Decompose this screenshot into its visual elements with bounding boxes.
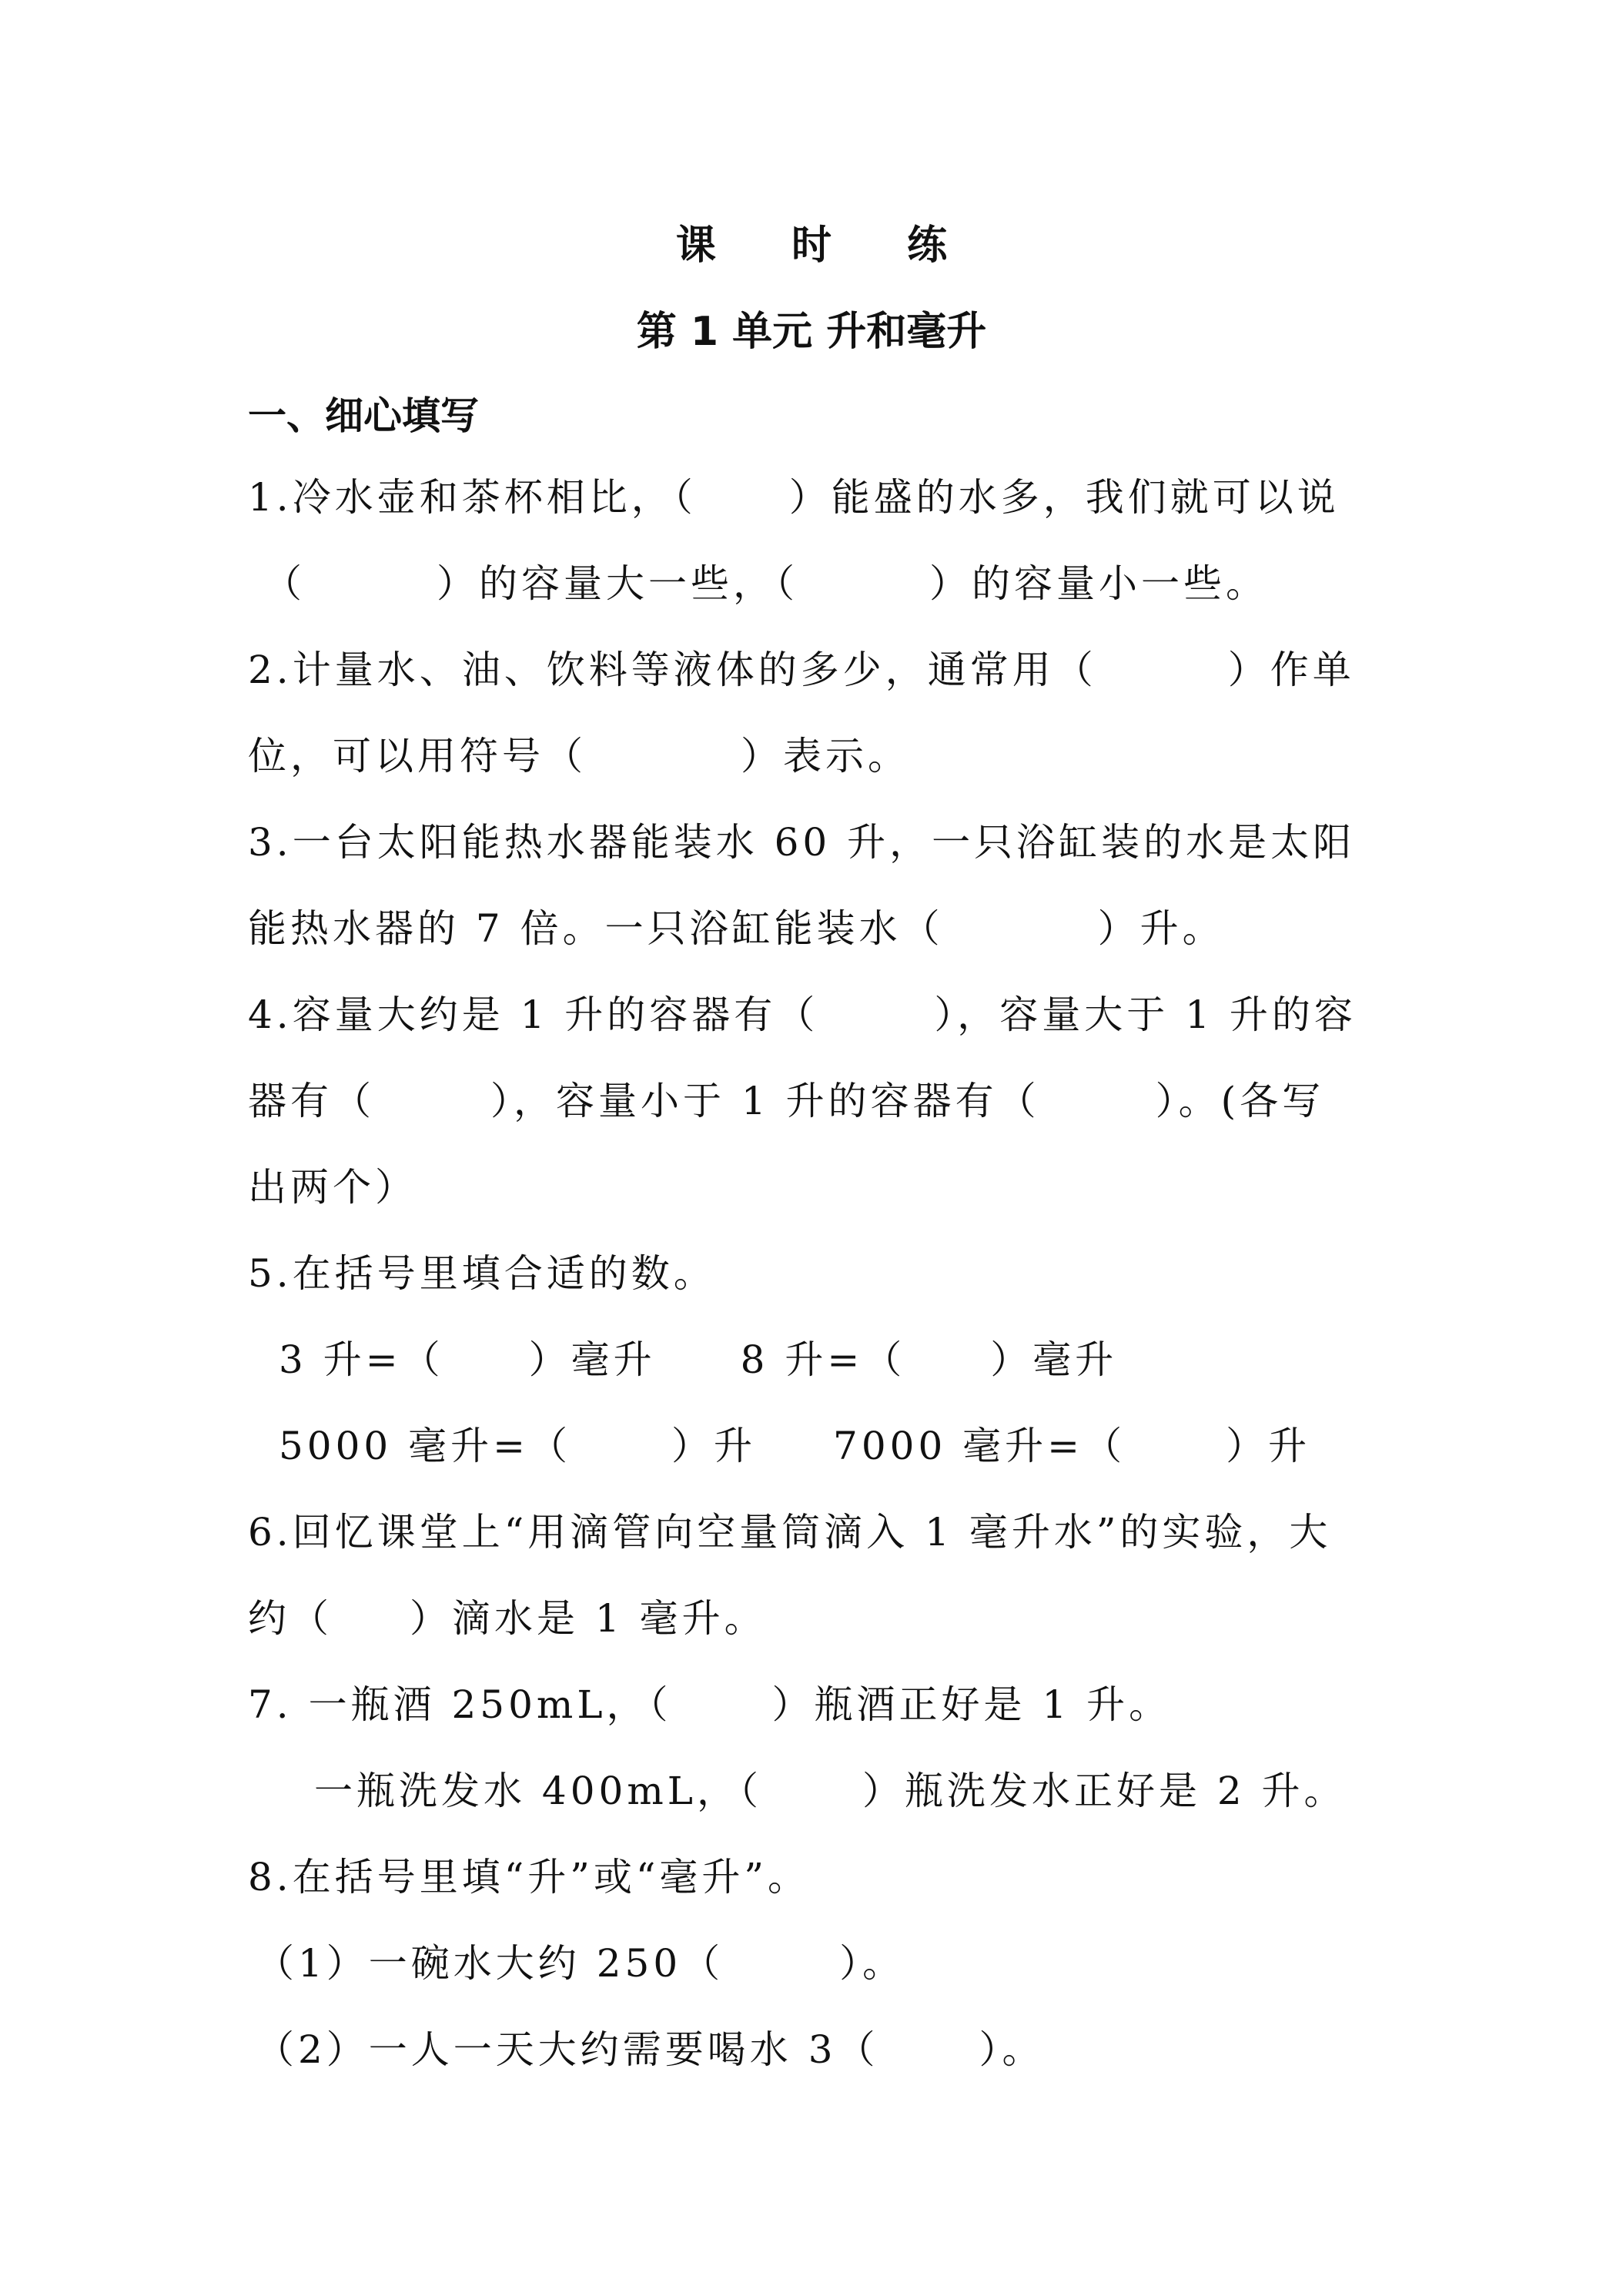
question-4-line-1: 4.容量大约是 1 升的容器有（ ），容量大于 1 升的容 bbox=[248, 992, 1357, 1037]
question-3-line-2: 能热水器的 7 倍。一只浴缸能装水（ ）升。 bbox=[248, 906, 1225, 951]
question-5-row-2: 5000 毫升=（ ）升 7000 毫升=（ ）升 bbox=[279, 1424, 1311, 1468]
question-4-line-2: 器有（ ），容量小于 1 升的容器有（ ）。(各写 bbox=[248, 1079, 1325, 1123]
question-8-item-1: （1）一碗水大约 250（ ）。 bbox=[256, 1941, 905, 1986]
question-2-line-1: 2.计量水、油、饮料等液体的多少，通常用（ ）作单 bbox=[248, 648, 1355, 692]
question-1-line-1: 1.冷水壶和茶杯相比，（ ）能盛的水多，我们就可以说 bbox=[248, 475, 1340, 520]
question-5-prompt: 5.在括号里填合适的数。 bbox=[248, 1251, 716, 1296]
question-4-line-3: 出两个） bbox=[248, 1165, 417, 1210]
question-3-line-1: 3.一台太阳能热水器能装水 60 升，一只浴缸装的水是太阳 bbox=[248, 820, 1356, 865]
question-2-line-2: 位，可以用符号（ ）表示。 bbox=[248, 734, 910, 778]
question-1-line-2: （ ）的容量大一些，（ ）的容量小一些。 bbox=[263, 561, 1268, 606]
question-6-line-1: 6.回忆课堂上“用滴管向空量筒滴入 1 毫升水”的实验，大 bbox=[248, 1510, 1332, 1555]
question-7-line-1: 7. 一瓶酒 250mL，（ ）瓶酒正好是 1 升。 bbox=[248, 1682, 1172, 1727]
question-5-row-1: 3 升=（ ）毫升 8 升=（ ）毫升 bbox=[279, 1337, 1118, 1382]
question-8-prompt: 8.在括号里填“升”或“毫升”。 bbox=[248, 1855, 810, 1899]
question-8-item-2: （2）一人一天大约需要喝水 3（ ）。 bbox=[256, 2027, 1045, 2072]
page-title: 课 时 练 bbox=[675, 223, 979, 269]
unit-title: 第 1 单元 升和毫升 bbox=[636, 309, 987, 355]
question-7-line-2: 一瓶洗发水 400mL，（ ）瓶洗发水正好是 2 升。 bbox=[314, 1769, 1347, 1813]
section-heading: 一、细心填写 bbox=[248, 393, 479, 438]
question-6-line-2: 约（ ）滴水是 1 毫升。 bbox=[248, 1596, 767, 1641]
